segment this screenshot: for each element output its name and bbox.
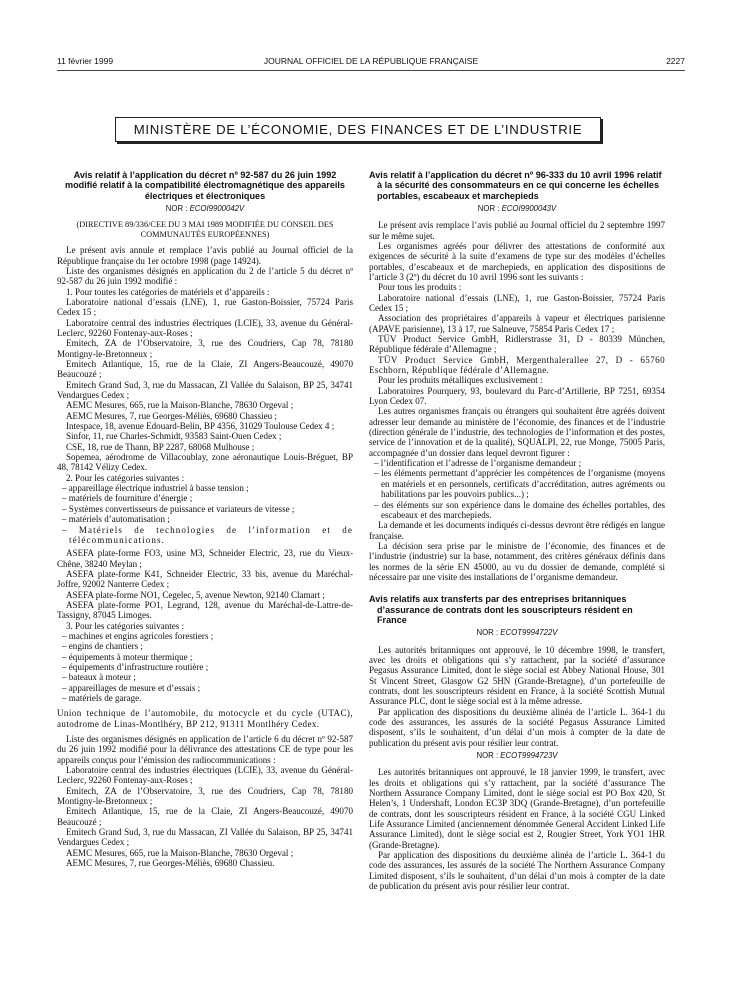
nor-reference bbox=[369, 751, 665, 761]
paragraph: Association des propriétaires d’appareils à vapeur et électriques parisienne (APAVE parisienne), 13 à 17, rue Salneuve, 75854 Paris Cedex 17 ; bbox=[369, 313, 665, 334]
paragraph-group bbox=[57, 245, 353, 483]
paragraph: ASEFA plate-forme NO1, Cegelec, 5, avenue Newton, 92140 Clamart ; bbox=[66, 589, 325, 600]
nor-reference bbox=[57, 204, 353, 214]
paragraph: Emitech, ZA de l’Observatoire, 3, rue des Coudriers, Cap 78, 78180 Montigny-le-Bretonneux ; bbox=[57, 338, 353, 359]
list-item: – les éléments permettant d’apprécier les compétences de l’organisme (moyens en matériels et en personnels, certificats d’accréditation, autres agréments ou habilitations par les pouvoirs publics...) ; bbox=[374, 468, 665, 500]
notice-title: Avis relatif à l’application du décret nº 92-587 du 26 juin 1992 modifié relatif à la compatibilité électromagnétique des appareils électriques et électroniques bbox=[65, 170, 345, 201]
paragraph: ASEFA plate-forme PO1, Legrand, 128, avenue du Maréchal-de-Lattre-de-Tassigny, 87045 Limoges. bbox=[57, 599, 353, 621]
requirements-list bbox=[369, 458, 665, 520]
paragraph: 3. Pour les catégories suivantes : bbox=[66, 620, 185, 631]
paragraph: CSE, 18, rue de Thann, BP 2287, 68068 Mulhouse ; bbox=[66, 441, 255, 452]
paragraph: Les autorités britanniques ont approuvé, le 10 décembre 1998, le transfert, avec les droits et obligations qui s’y rattachent, par la société d’assurance Pegasus Assurance Limited, dont le siège social est Abbey National House, 301 St Vincent Street, Glasgow G2 5HN (Grande-Bretagne), d’un portefeuille de contrats, dont les souscripteurs résident en France, à la société Scottish Mutual Assurance PLC, dont le siège social est à la même adresse. bbox=[369, 644, 665, 707]
paragraph: Par application des dispositions du deuxième alinéa de l’article L. 364-1 du code des assurances, les assurés de la société Pegasus Assurance Limited disposent, s’ils le souhaitent, d’un délai d’un mois à compter de la date de publication du présent avis pour résilier leur contrat. bbox=[369, 706, 665, 748]
issue-date: 11 février 1999 bbox=[57, 56, 114, 66]
paragraph: La demande et les documents indiqués ci-dessus devront être rédigés en langue française. bbox=[369, 520, 665, 541]
paragraph: Laboratoire national d’essais (LNE), 1, rue Gaston-Boissier, 75724 Paris Cedex 15 ; bbox=[57, 296, 353, 318]
paragraph: Emitech, ZA de l’Observatoire, 3, rue des Coudriers, Cap 78, 78180 Montigny-le-Bretonneux ; bbox=[57, 785, 353, 807]
right-column bbox=[369, 170, 665, 891]
nor-label: NOR : bbox=[165, 203, 190, 213]
paragraph: Laboratoire national d’essais (LNE), 1, rue Gaston-Boissier, 75724 Paris Cedex 15 ; bbox=[369, 292, 665, 313]
paragraph: ASEFA plate-forme K41, Schneider Electric, 33 bis, avenue du Maréchal-Joffre, 92002 Nanterre Cedex ; bbox=[57, 568, 353, 590]
paragraph: Emitech Grand Sud, 3, rue du Massacan, ZI Vallée du Salaison, BP 25, 34741 Vendargues Cedex ; bbox=[57, 379, 353, 401]
paragraph: AEMC Mesures, 665, rue la Maison-Blanche, 78630 Orgeval ; bbox=[66, 847, 294, 858]
left-column bbox=[57, 170, 353, 869]
paragraph: ASEFA plate-forme FO3, usine M3, Schneider Electric, 23, rue du Vieux-Chêne, 38240 Meylan ; bbox=[57, 548, 353, 569]
paragraph: Union technique de l’automobile, du motocycle et du cycle (UTAC), autodrome de Linas-Montlhéry, BP 212, 91311 Montlhéry Cedex. bbox=[57, 708, 353, 729]
paragraph-group bbox=[369, 220, 665, 458]
list-item: – Matériels de technologies de l’information et de télécommunications. bbox=[62, 524, 353, 545]
paragraph: Sinfor, 11, rue Charles-Schmidt, 93583 Saint-Ouen Cedex ; bbox=[66, 431, 282, 442]
paragraph: Laboratoires Pourquery, 93, boulevard du Parc-d’Artillerie, BP 7251, 69354 Lyon Cedex 07. bbox=[369, 385, 665, 407]
paragraph: Les autres organismes français ou étrangers qui souhaitent être agréés doivent adresser leur demande au ministère de l’économie, des finances et de l’industrie (direction générale de l’industrie, des technologies de l’information et des postes, service de l’innovation et de la qualité), SQUALPI, 22, rue Monge, 75005 Paris, accompagnée d’un dossier dans lequel devront figurer : bbox=[369, 406, 665, 458]
paragraph: 2. Pour les catégories suivantes : bbox=[66, 472, 185, 483]
list-item: – équipements d’infrastructure routière ; bbox=[62, 661, 209, 672]
nor-reference bbox=[369, 628, 665, 638]
paragraph: Les autorités britanniques ont approuvé, le 18 janvier 1999, le transfert, avec les droits et obligations qui s’y rattachent, par la société d’assurance The Northern Assurance Company Limited, dont le siège social est PO Box 420, St Helen’s, 1 Undershaft, London EC3P 3DQ (Grande-Bretagne), d’un portefeuille de contrats, dont les souscripteurs résident en France, à la société CGU Linked Life Assurance Limited (anciennement dénommée General Accident Linked Life Assurance Limited), dont le siège social est 2, Rougier Street, York YO1 1HR (Grande-Bretagne). bbox=[369, 767, 665, 850]
paragraph: Le présent avis remplace l’avis publié au Journal officiel du 2 septembre 1997 sur le même sujet. bbox=[369, 220, 665, 241]
paragraph-group bbox=[57, 734, 353, 868]
paragraph: Sopemea, aérodrome de Villacoublay, zone aéronautique Louis-Bréguet, BP 48, 78142 Vélizy Cedex. bbox=[57, 452, 353, 473]
nor-code: ECOI9900042V bbox=[189, 203, 245, 213]
category-list bbox=[57, 483, 353, 545]
paragraph: Emitech Atlantique, 15, rue de la Claie, ZI Angers-Beaucouzé, 49070 Beaucouzé ; bbox=[57, 806, 353, 827]
paragraph: Le présent avis annule et remplace l’avis publié au Journal officiel de la République française du 1er octobre 1998 (page 14924). bbox=[57, 245, 353, 266]
paragraph: Liste des organismes désignés en application du 2 de l’article 5 du décret nº 92-587 du 26 juin 1992 modifié : bbox=[57, 265, 353, 287]
list-item: – matériels de garage. bbox=[62, 693, 142, 704]
paragraph: Les organismes agréés pour délivrer des attestations de conformité aux exigences de sécurité à la suite d’examens de type sur des modèles d’échelles portables, d’escabeaux et de marchepieds, en application des dispositions de l’article 3 (2º) du décret du 10 avril 1996 sont les suivants : bbox=[369, 240, 665, 282]
list-item: – Systèmes convertisseurs de puissance et variateurs de vitesse ; bbox=[62, 503, 295, 514]
nor-reference bbox=[369, 204, 665, 214]
notice-title: Avis relatifs aux transferts par des entreprises britanniques d’assurance de contrats dont les souscripteurs résident en France bbox=[369, 594, 633, 625]
paragraph: AEMC Mesures, 665, rue la Maison-Blanche, 78630 Orgeval ; bbox=[66, 400, 294, 411]
nor-code: ECOT9994722V bbox=[500, 628, 558, 638]
list-item: – matériels d’automatisation ; bbox=[62, 514, 170, 525]
category-list bbox=[57, 631, 353, 703]
paragraph: Laboratoire central des industries électriques (LCIE), 33, avenue du Général-Leclerc, 92260 Fontenay-aux-Roses ; bbox=[57, 765, 353, 786]
paragraph: Emitech Grand Sud, 3, rue du Massacan, ZI Vallée du Salaison, BP 25, 34741 Vendargues Cedex ; bbox=[57, 827, 353, 848]
paragraph: TÜV Product Service GmbH, Mergenthalerallee 27, D - 65760 Eschborn, République fédérale d’Allemagne. bbox=[369, 354, 665, 376]
nor-label: NOR : bbox=[476, 628, 501, 638]
list-item: – matériels de fourniture d’énergie ; bbox=[62, 493, 193, 504]
nor-label: NOR : bbox=[477, 203, 502, 213]
list-item: – des éléments sur son expérience dans le domaine des échelles portables, des escabeaux et des marchepieds. bbox=[374, 499, 665, 520]
paragraph: Liste des organismes désignés en application de l’article 6 du décret nº 92-587 du 26 juin 1992 modifié pour la délivrance des attestations CE de type pour les appareils conçus pour l’émission des radiocommunications : bbox=[57, 734, 353, 765]
list-item: – l’identification et l’adresse de l’organisme demandeur ; bbox=[374, 458, 582, 469]
header-rule bbox=[57, 70, 685, 71]
list-item: – engins de chantiers ; bbox=[62, 641, 143, 652]
paragraph: Par application des dispositions du deuxième alinéa de l’article L. 364-1 du code des assurances, les assurés de la société The Northern Assurance Company Limited disposent, s’ils le souhaitent, d’un délai d’un mois à compter de la date de publication du présent avis pour résilier leur contrat. bbox=[369, 850, 665, 892]
paragraph: Pour tous les produits : bbox=[378, 282, 462, 293]
list-item: – machines et engins agricoles forestiers ; bbox=[62, 630, 214, 641]
paragraph: Pour les produits métalliques exclusivement : bbox=[378, 375, 543, 386]
nor-label: NOR : bbox=[476, 750, 501, 760]
paragraph: AEMC Mesures, 7, rue Georges-Méliès, 69680 Chassieu ; bbox=[66, 410, 277, 421]
paragraph-group bbox=[369, 520, 665, 582]
paragraph: 1. Pour toutes les catégories de matériels et d’appareils : bbox=[66, 286, 270, 297]
nor-code: ECOT9994723V bbox=[500, 750, 558, 760]
notice-title: Avis relatif à l’application du décret nº 96-333 du 10 avril 1996 relatif à la sécurité des consommateurs en ce qui concerne les échelles portables, escabeaux et marchepieds bbox=[369, 170, 662, 201]
list-item: – appareillage électrique industriel à basse tension ; bbox=[62, 483, 249, 494]
directive-caption: (DIRECTIVE 89/336/CEE DU 3 MAI 1989 MODIFIÉE DU CONSEIL DES COMMUNAUTÉS EUROPÉENNES) bbox=[76, 220, 334, 240]
paragraph-group bbox=[369, 645, 665, 748]
paragraph-group bbox=[57, 548, 353, 631]
nor-code: ECOI9900043V bbox=[501, 203, 557, 213]
page-number: 2227 bbox=[666, 56, 685, 66]
paragraph: Emitech Atlantique, 15, rue de la Claie, ZI Angers-Beaucouzé, 49070 Beaucouzé ; bbox=[57, 359, 353, 380]
paragraph: AEMC Mesures, 7, rue Georges-Méliès, 69680 Chassieu. bbox=[66, 858, 275, 869]
paragraph: TÜV Product Service GmbH, Ridlerstrasse 31, D - 80339 München, République fédérale d’Allemagne ; bbox=[369, 334, 665, 355]
paragraph: Intespace, 18, avenue Edouard-Belin, BP 4356, 31029 Toulouse Cedex 4 ; bbox=[66, 421, 335, 432]
page-header bbox=[57, 56, 685, 68]
paragraph: La décision sera prise par le ministre de l’économie, des finances et de l’industrie (industrie) sur la base, notamment, des critères généraux définis dans les normes de la série EN 45000, au vu du dossier de demande, complété si nécessaire par une visite des installations de l’organisme demandeur. bbox=[369, 540, 665, 582]
journal-title: JOURNAL OFFICIEL DE LA RÉPUBLIQUE FRANÇAISE bbox=[263, 56, 479, 66]
ministry-banner: MINISTÈRE DE L’ÉCONOMIE, DES FINANCES ET DE L’INDUSTRIE bbox=[115, 117, 601, 142]
paragraph: Laboratoire central des industries électriques (LCIE), 33, avenue du Général-Leclerc, 92260 Fontenay-aux-Roses ; bbox=[57, 317, 353, 338]
list-item: – équipements à moteur thermique ; bbox=[62, 651, 193, 662]
list-item: – appareillages de mesure et d’essais ; bbox=[62, 682, 201, 693]
list-item: – bateaux à moteur ; bbox=[62, 672, 136, 683]
paragraph-group bbox=[369, 767, 665, 891]
